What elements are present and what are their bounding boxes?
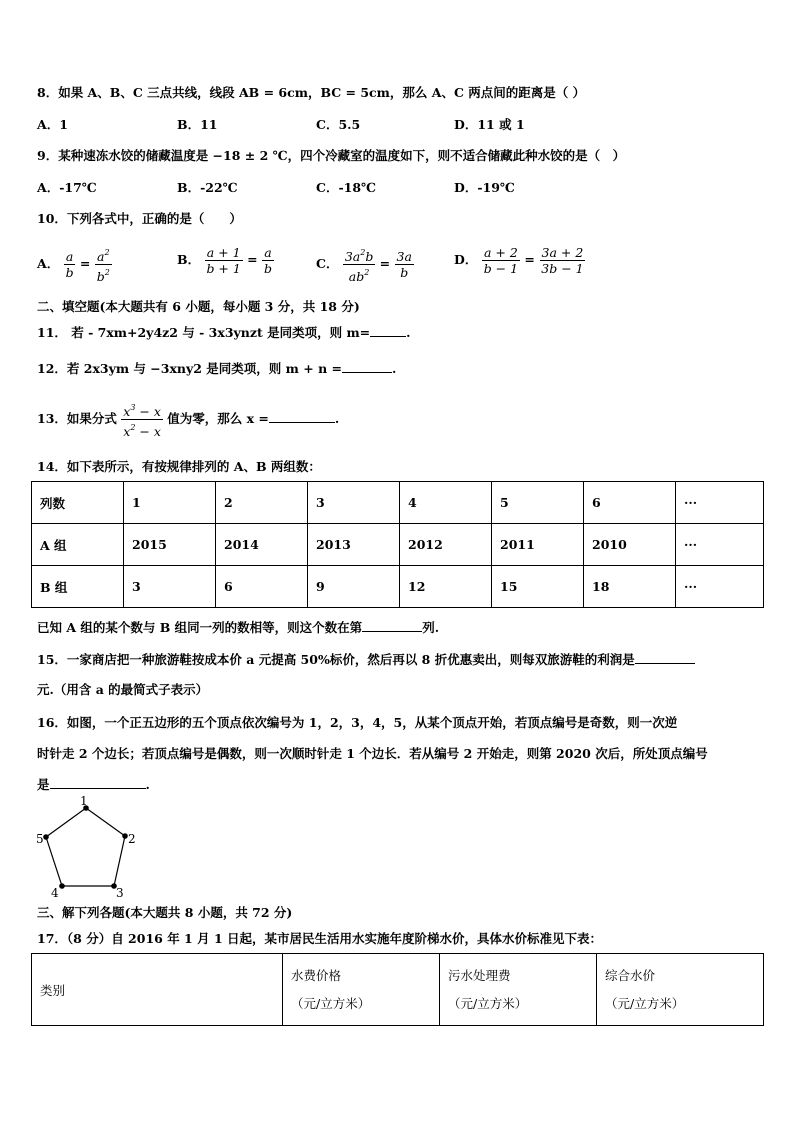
vertex-label-1: 1 bbox=[80, 794, 88, 808]
fraction: $\frac{a}{b}$ bbox=[264, 245, 273, 276]
table-cell: 2010 bbox=[584, 524, 676, 566]
question-14-text: 14．如下表所示，有按规律排列的 A、B 两组数： bbox=[37, 459, 321, 474]
answer-blank bbox=[342, 360, 392, 373]
q10-option-a: A． $\frac{a}{b}$ = $\frac{a^2}{b^2}$ bbox=[37, 245, 112, 284]
q10-option-d: D． $\frac{a + 2}{b - 1}$ = $\frac{3a + 2}{3b - 1}$ bbox=[454, 245, 584, 276]
table-cell bbox=[283, 954, 440, 1026]
q9-option-d: D．-19℃ bbox=[454, 180, 515, 195]
question-17-text: 17．（8 分）自 2016 年 1 月 1 日起，某市居民生活用水实施年度阶梯水价，具体水价标准见下表： bbox=[37, 931, 602, 946]
table-cell: 5 bbox=[492, 482, 584, 524]
header-water-price: 水费价格 bbox=[291, 967, 342, 983]
vertex-dot bbox=[43, 834, 49, 840]
table-cell: 2014 bbox=[216, 524, 308, 566]
question-16-line-3: 是 . bbox=[37, 777, 150, 792]
question-16-line-1: 16．如图，一个正五边形的五个顶点依次编号为 1，2，3，4，5，从某个顶点开始，若顶点编号是奇数，则一次逆 bbox=[37, 715, 678, 730]
q9-option-c: C．-18℃ bbox=[316, 180, 377, 195]
fraction: $\frac{x^3 - x}{x^2 - x}$ bbox=[121, 400, 163, 439]
section-2-heading: 二、填空题(本大题共有 6 小题，每小题 3 分，共 18 分) bbox=[37, 299, 360, 314]
table-cell: A 组 bbox=[32, 524, 124, 566]
table-cell: 2011 bbox=[492, 524, 584, 566]
table-cell bbox=[440, 954, 597, 1026]
question-14-suffix: 列. bbox=[422, 620, 440, 635]
question-12-text: 12．若 2x3ym 与 −3xny2 是同类项，则 m + n = bbox=[37, 361, 342, 376]
vertex-dot bbox=[122, 833, 128, 839]
question-15 bbox=[37, 650, 695, 668]
q10-letter-a: A． bbox=[37, 256, 60, 271]
q8-option-b: B．11 bbox=[177, 117, 218, 132]
q10-letter-d: D． bbox=[454, 252, 478, 267]
question-14-prefix: 已知 A 组的某个数与 B 组同一列的数相等，则这个数在第 bbox=[37, 620, 363, 635]
question-14-followup bbox=[37, 618, 439, 636]
question-10-text: 10．下列各式中，正确的是（ ） bbox=[37, 211, 242, 226]
question-13: 13．如果分式 $\frac{x^3 - x}{x^2 - x}$ 值为零，那么 x = . bbox=[37, 400, 339, 439]
vertex-label-3: 3 bbox=[116, 886, 124, 899]
fraction: $\frac{3a + 2}{3b - 1}$ bbox=[541, 245, 584, 276]
table-cell: 3 bbox=[308, 482, 400, 524]
q10-option-b: B． $\frac{a + 1}{b + 1}$ = $\frac{a}{b}$ bbox=[177, 245, 273, 276]
table-row bbox=[32, 524, 764, 566]
fraction: $\frac{a + 2}{b - 1}$ bbox=[483, 245, 519, 276]
question-12: 12．若 2x3ym 与 −3xny2 是同类项，则 m + n = . bbox=[37, 361, 397, 376]
fraction: $\frac{a^2}{b^2}$ bbox=[95, 245, 112, 284]
header-sewage-fee: 污水处理费 bbox=[448, 967, 511, 983]
fraction: $\frac{a}{b}$ bbox=[65, 249, 74, 280]
question-11: 11． 若 - 7xm+2y4z2 与 - 3x3ynzt 是同类项，则 m= . bbox=[37, 325, 411, 340]
question-11-text: 11． 若 - 7xm+2y4z2 与 - 3x3ynzt 是同类项，则 m= bbox=[37, 325, 371, 340]
question-13-suffix: 值为零，那么 x = bbox=[167, 411, 269, 426]
header-unit: （元/立方米） bbox=[291, 995, 371, 1011]
fraction: $\frac{3a^2b}{ab^2}$ bbox=[343, 245, 376, 284]
table-cell: 12 bbox=[400, 566, 492, 608]
header-category: 类别 bbox=[40, 982, 66, 998]
table-cell: 列数 bbox=[32, 482, 124, 524]
question-15-line-1: 15．一家商店把一种旅游鞋按成本价 a 元提高 50%标价，然后再以 8 折优惠卖出，则每双旅游鞋的利润是 bbox=[37, 652, 635, 667]
header-unit: （元/立方米） bbox=[605, 995, 685, 1011]
q9-option-a: A．-17℃ bbox=[37, 180, 97, 195]
table-cell: 3 bbox=[124, 566, 216, 608]
table-row bbox=[32, 954, 764, 1026]
answer-blank bbox=[362, 619, 422, 632]
question-9-text: 9．某种速冻水饺的储藏温度是 −18 ± 2 ℃，四个冷藏室的温度如下，则不适合储藏此种水饺的是（ ） bbox=[37, 148, 626, 163]
question-15-line-2: 元.（用含 a 的最简式子表示） bbox=[37, 682, 209, 697]
table-row bbox=[32, 566, 764, 608]
q17-table bbox=[31, 953, 764, 1026]
answer-blank bbox=[269, 410, 335, 423]
q14-table bbox=[31, 481, 764, 608]
table-cell: 9 bbox=[308, 566, 400, 608]
table-cell: 2013 bbox=[308, 524, 400, 566]
table-cell: ··· bbox=[676, 482, 764, 524]
vertex-label-5: 5 bbox=[36, 832, 44, 846]
table-cell: 2015 bbox=[124, 524, 216, 566]
fraction: $\frac{3a}{b}$ bbox=[396, 249, 412, 280]
table-cell: B 组 bbox=[32, 566, 124, 608]
pentagon-figure bbox=[34, 793, 144, 899]
pentagon-outline bbox=[46, 808, 125, 886]
vertex-dot bbox=[59, 883, 65, 889]
table-cell: ··· bbox=[676, 566, 764, 608]
q10-option-c: C． $\frac{3a^2b}{ab^2}$ = $\frac{3a}{b}$ bbox=[316, 245, 414, 284]
q10-letter-b: B． bbox=[177, 252, 201, 267]
header-unit: （元/立方米） bbox=[448, 995, 528, 1011]
question-8-text: 8．如果 A、B、C 三点共线，线段 AB = 6cm，BC = 5cm，那么 A、C 两点间的距离是（ ） bbox=[37, 85, 586, 100]
q8-option-d: D．11 或 1 bbox=[454, 117, 525, 132]
question-16-prefix: 是 bbox=[37, 777, 50, 792]
header-combined-price: 综合水价 bbox=[605, 967, 656, 983]
answer-blank bbox=[635, 651, 695, 664]
table-cell: 2012 bbox=[400, 524, 492, 566]
table-cell: 6 bbox=[584, 482, 676, 524]
fraction: $\frac{a + 1}{b + 1}$ bbox=[206, 245, 241, 276]
section-3-heading: 三、解下列各题(本大题共 8 小题，共 72 分) bbox=[37, 905, 293, 920]
question-16-line-2: 时针走 2 个边长；若顶点编号是偶数，则一次顺时针走 1 个边长．若从编号 2 开始走，则第 2020 次后，所处顶点编号 bbox=[37, 746, 708, 761]
q8-option-c: C．5.5 bbox=[316, 117, 361, 132]
table-cell: 6 bbox=[216, 566, 308, 608]
q9-option-b: B．-22℃ bbox=[177, 180, 238, 195]
q10-letter-c: C． bbox=[316, 256, 339, 271]
table-cell: ··· bbox=[676, 524, 764, 566]
table-cell bbox=[32, 954, 283, 1026]
vertex-label-4: 4 bbox=[51, 886, 59, 899]
table-cell bbox=[597, 954, 764, 1026]
vertex-label-2: 2 bbox=[128, 832, 136, 846]
table-cell: 2 bbox=[216, 482, 308, 524]
table-cell: 4 bbox=[400, 482, 492, 524]
table-row bbox=[32, 482, 764, 524]
answer-blank bbox=[50, 776, 146, 789]
q8-option-a: A．1 bbox=[37, 117, 68, 132]
table-cell: 15 bbox=[492, 566, 584, 608]
question-8 bbox=[37, 83, 585, 101]
table-cell: 1 bbox=[124, 482, 216, 524]
answer-blank bbox=[370, 324, 406, 337]
question-13-prefix: 13．如果分式 bbox=[37, 411, 117, 426]
table-cell: 18 bbox=[584, 566, 676, 608]
